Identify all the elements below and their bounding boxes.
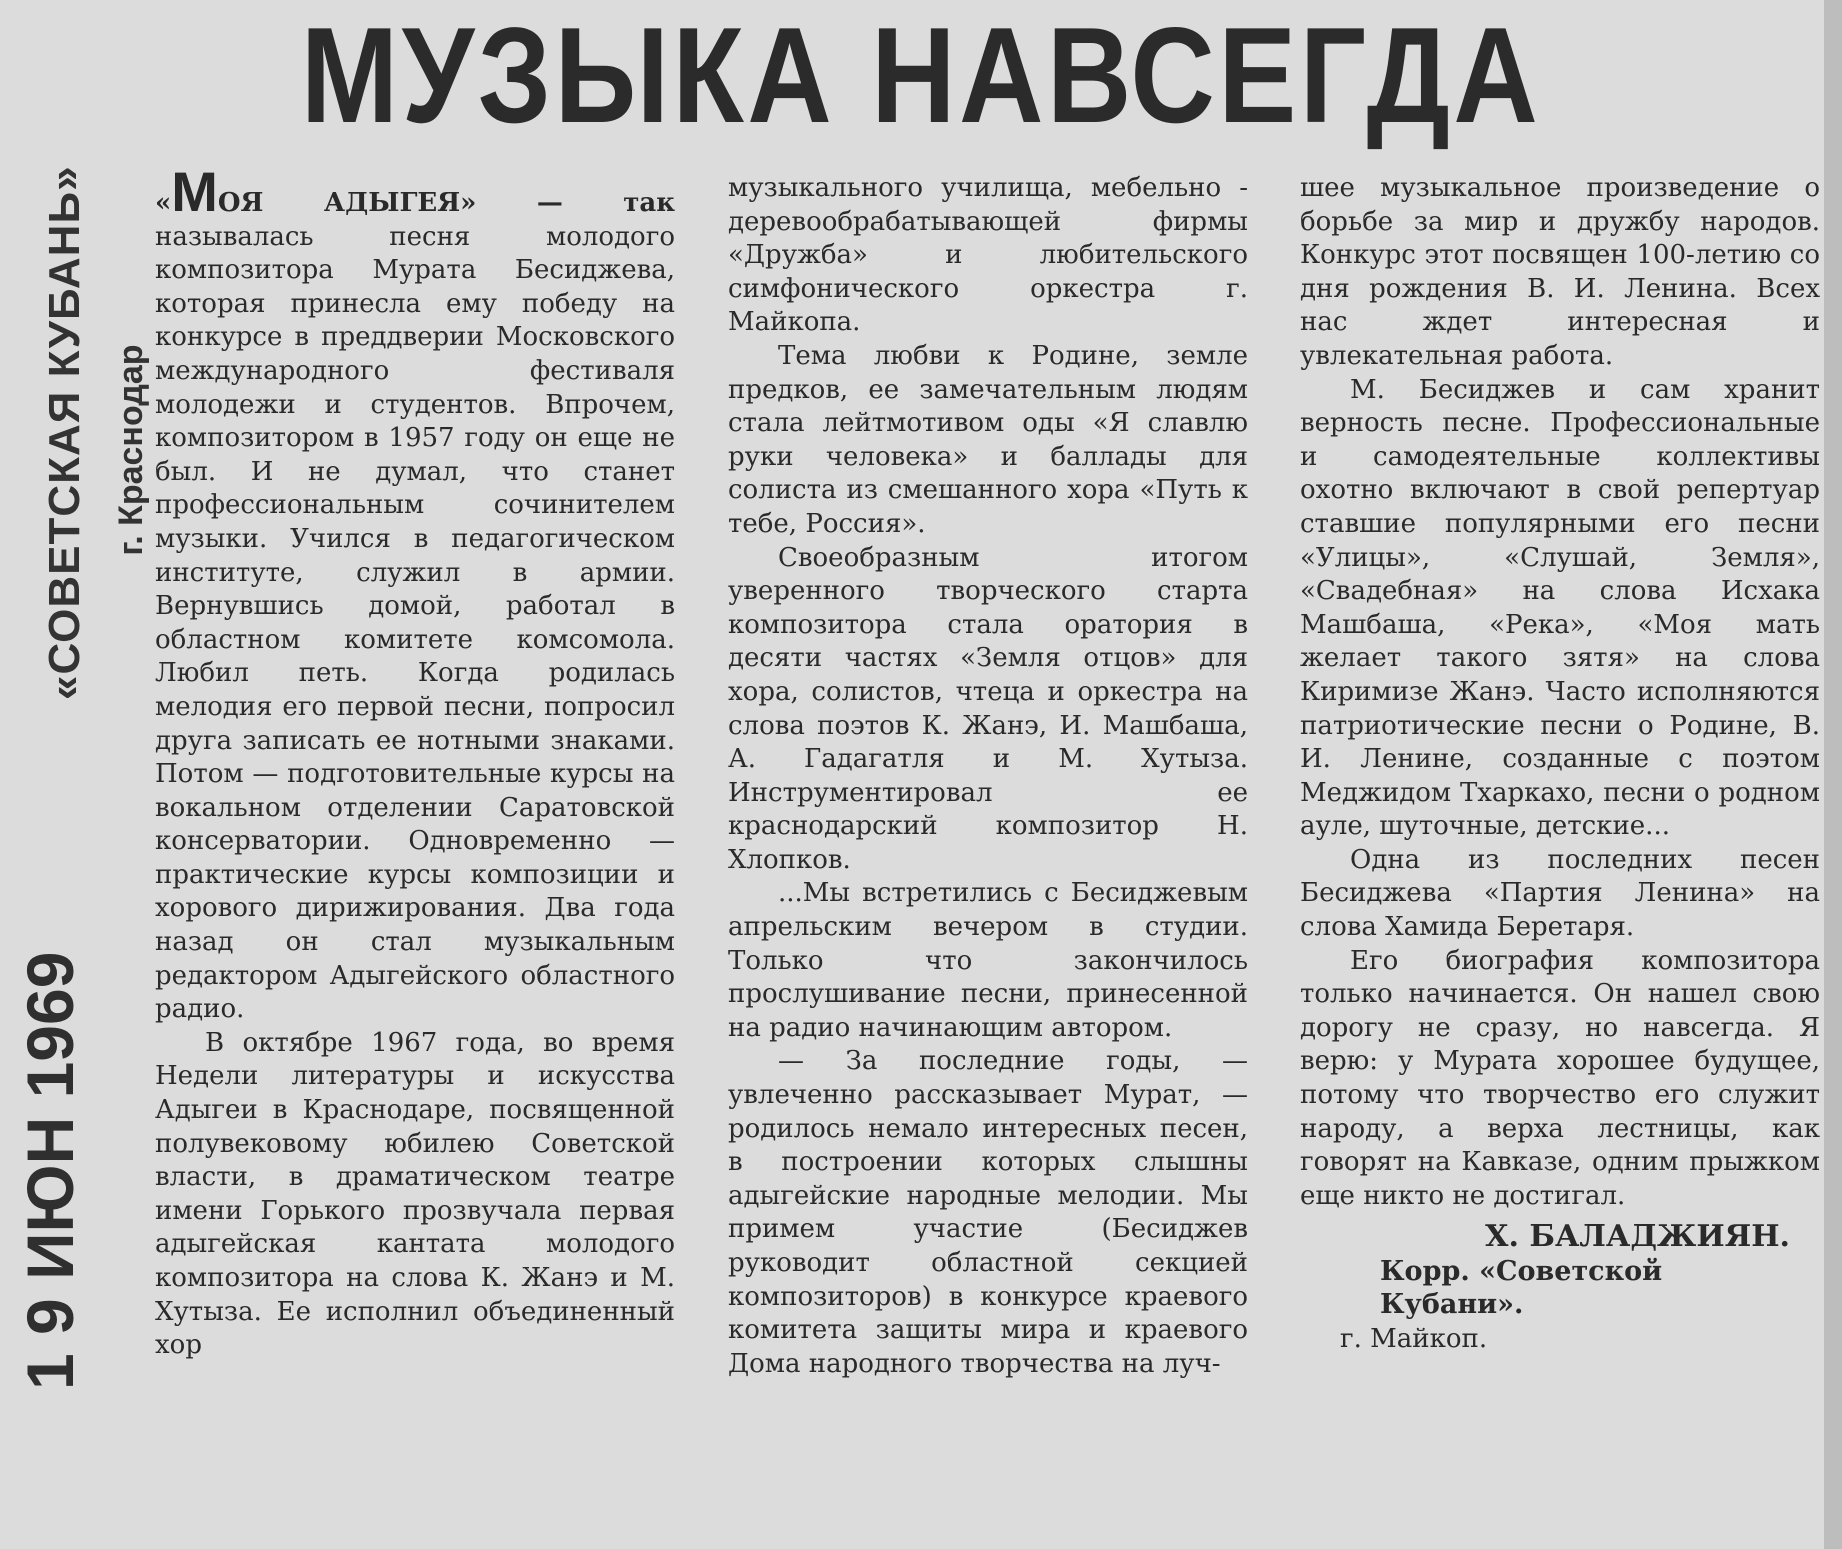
article-column-1 — [155, 160, 675, 1363]
paragraph: музыкального училища, мебельно - деревообрабатывающей фирмы «Дружба» и любительского симфонического оркестра г. Майкопа. — [728, 173, 1248, 338]
lead-title: ОЯ АДЫГЕЯ» — так — [217, 188, 675, 218]
paragraph-text: называлась песня молодого композитора Мурата Бесиджева, которая принесла ему победу на конкурсе в преддверии Московского международного фестиваля молодежи и студентов. Впрочем, композитором в 1957 году он еще не был. И не думал, что станет профессиональным сочинителем музыки. Учился в педагогическом институте, служил в армии. Вернувшись домой, работал в областном комитете комсомола. Любил петь. Когда родилась мелодия его первой песни, попросил друга записать ее нотными знаками. Потом — подготовительные курсы на вокальном отделении Саратовской консерватории. Одновременно — практические курсы композиции и хорового дирижирования. Два года назад он стал музыкальным редактором Адыгейского областного радио. — [155, 221, 675, 1025]
paragraph: — За последние годы, — увлеченно рассказывает Мурат, — родилось немало интересных песен, в построении которых слышны адыгейские народные мелодии. Мы примем участие (Бесиджев руководит областной секцией композиторов) в конкурсе краевого комитета защиты мира и краевого Дома народного творчества на луч- — [728, 1046, 1248, 1379]
city-stamp-text: г. Краснодар — [112, 344, 150, 556]
dateline-place: г. Майкоп. — [1340, 1324, 1488, 1355]
source-stamp-text: «СОВЕТСКАЯ КУБАНЬ» — [40, 165, 89, 700]
date-stamp-text: 1 9 ИЮН 1969 — [13, 951, 87, 1390]
lead-open-quote: « — [155, 188, 172, 218]
correspondent-credit: Корр. «Советской Кубани». — [1380, 1256, 1663, 1321]
source-stamp — [40, 165, 100, 700]
paragraph: Своеобразным итогом уверенного творческого старта композитора стала оратория в десяти частях «Земля отцов» для хора, солистов, чтеца и оркестра на слова поэтов К. Жанэ, И. Машбаша, А. Гадагатля и М. Хутыза. Инструментировал ее краснодарский композитор Н. Хлопков. — [728, 542, 1248, 875]
drop-cap: М — [171, 160, 218, 223]
author-signature: Х. БАЛАДЖИЯН. — [1485, 1219, 1790, 1255]
article-headline: МУЗЫКА НАВСЕГДА — [300, 0, 1542, 151]
paragraph: М. Бесиджев и сам хранит верность песне. Профессиональные и самодеятельные коллективы охотно включают в свой репертуар ставшие популярными его песни «Улицы», «Слушай, Земля», «Свадебная» на слова Исхака Машбаша, «Река», «Моя мать желает такого зятя» на слова Киримизе Жанэ. Часто исполняются патриотические песни о Родине, В. И. Ленине, созданные с поэтом Меджидом Тхаркахо, песни о родном ауле, шуточные, детские... — [1300, 374, 1820, 842]
paragraph: Одна из последних песен Бесиджева «Партия Ленина» на слова Хамида Беретаря. — [1300, 844, 1820, 943]
paragraph: Тема любви к Родине, земле предков, ее замечательным людям стала лейтмотивом оды «Я славлю руки человека» и баллады для солиста из смешанного хора «Путь к тебе, Россия». — [728, 340, 1248, 539]
paragraph: Его биография композитора только начинается. Он нашел свою дорогу не сразу, но навсегда. Я верю: у Мурата хорошее будущее, потому что творчество его служит народу, а верха лестницы, как говорят на Кавказе, одним прыжком еще никто не достигал. — [1300, 945, 1820, 1211]
paragraph: ...Мы встретились с Бесиджевым апрельским вечером в студии. Только что закончилось прослушивание песни, принесенной на радио начинающим автором. — [728, 878, 1248, 1043]
lead-paragraph — [155, 160, 675, 1027]
paragraph: В октябре 1967 года, во время Недели литературы и искусства Адыгеи в Краснодаре, посвященной полувековому юбилею Советской власти, в драматическом театре имени Горького прозвучала первая адыгейская кантата молодого композитора на слова К. Жанэ и М. Хутыза. Ее исполнил объединенный хор — [155, 1027, 675, 1361]
paragraph: шее музыкальное произведение о борьбе за мир и дружбу народов. Конкурс этот посвящен 100-летию со дня рождения В. И. Ленина. Всех нас ждет интересная и увлекательная работа. — [1300, 173, 1820, 371]
date-stamp — [12, 951, 92, 1390]
article-column-3 — [1300, 172, 1820, 1356]
article-column-2 — [728, 172, 1248, 1381]
